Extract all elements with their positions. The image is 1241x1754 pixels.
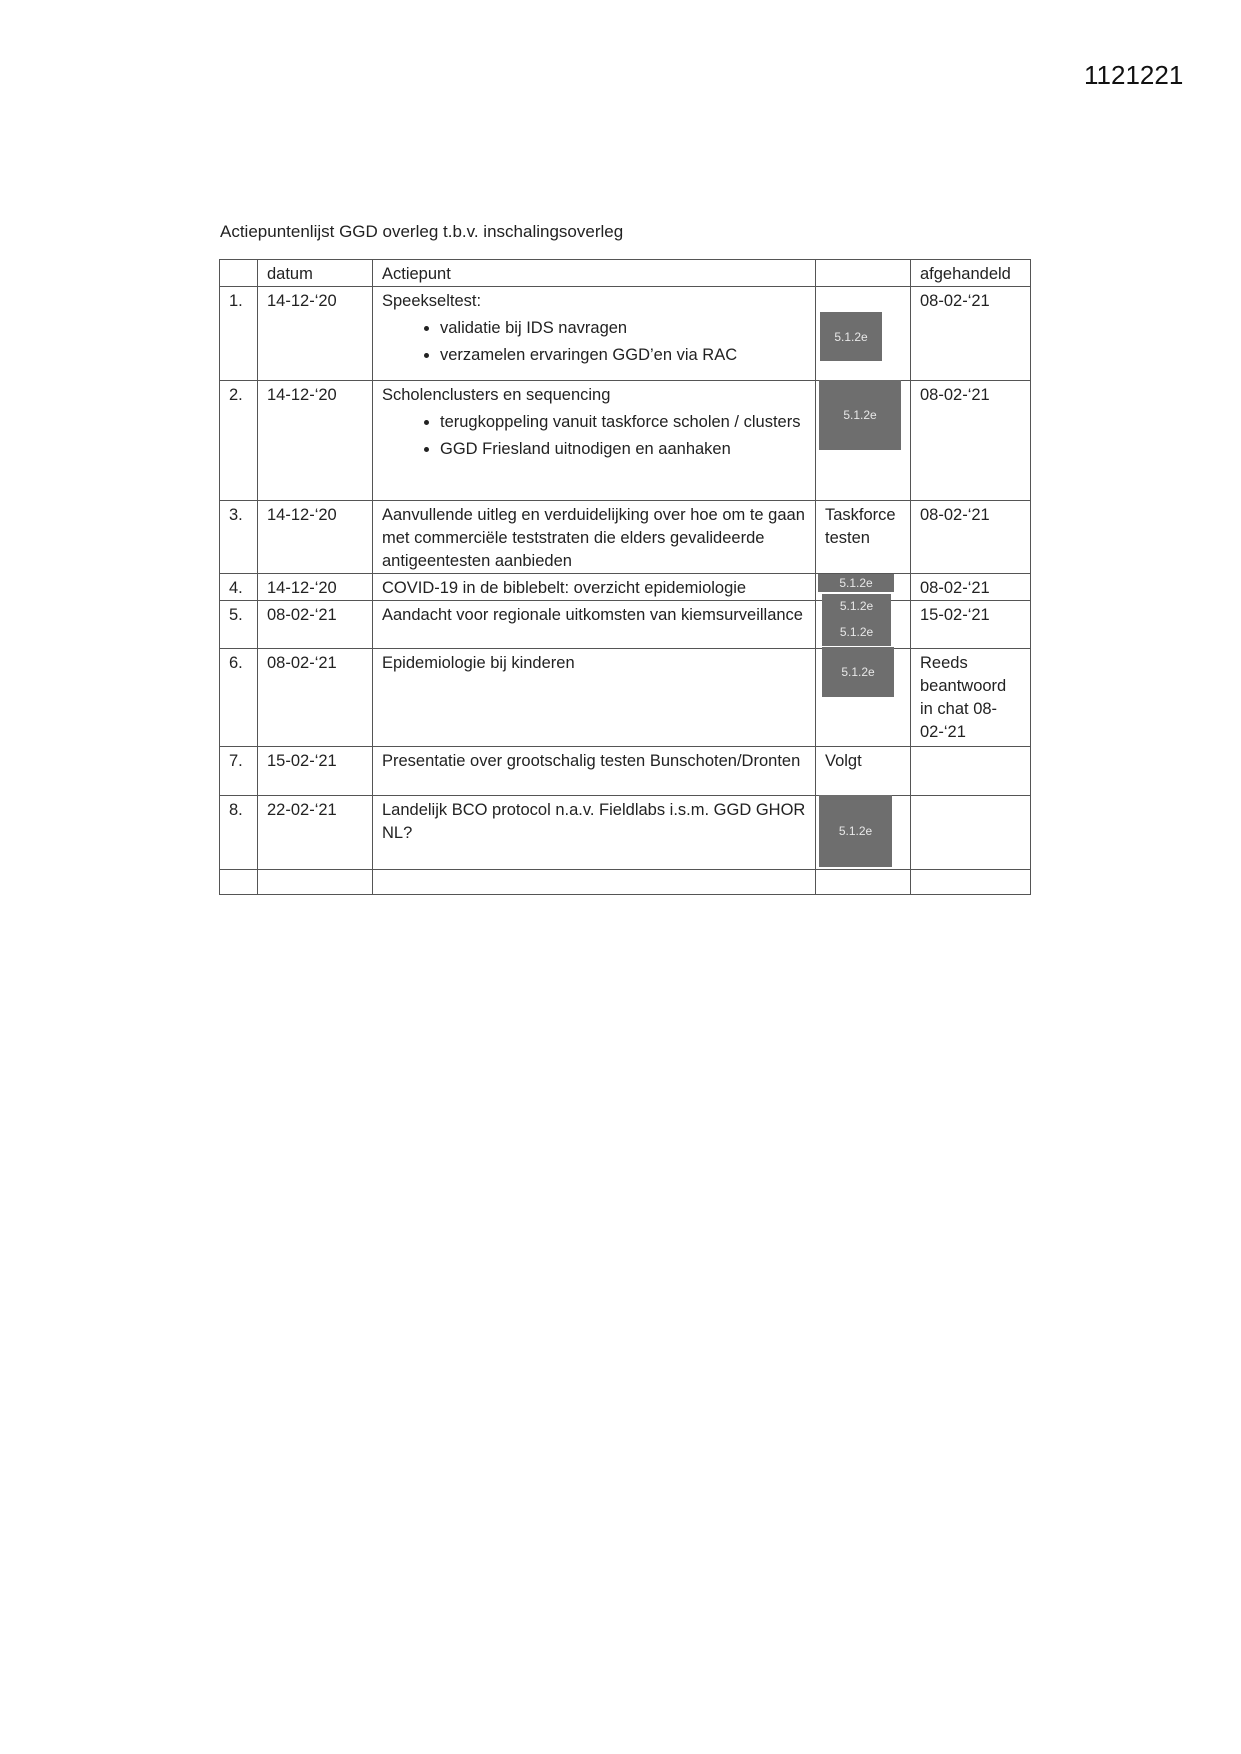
redaction-box: 5.1.2e bbox=[818, 574, 894, 592]
document-number: 1121221 bbox=[1084, 60, 1184, 90]
row-done: 08-02-‘21 bbox=[911, 287, 1031, 381]
header-wie bbox=[816, 260, 911, 287]
redaction-box: 5.1.2e bbox=[822, 618, 891, 646]
table-row bbox=[220, 649, 1031, 747]
table-row bbox=[220, 747, 1031, 796]
header-actiepunt: Actiepunt bbox=[373, 260, 816, 287]
bullet-item: • terugkoppeling vanuit taskforce scholen / clusters bbox=[440, 409, 806, 436]
row-action: COVID-19 in de biblebelt: overzicht epidemiologie bbox=[373, 574, 816, 601]
row-action: Aanvullende uitleg en verduidelijking over hoe om te gaan met commerciële teststraten die elders gevalideerde antigeentesten aanbieden bbox=[373, 501, 816, 574]
document-title: Actiepuntenlijst GGD overleg t.b.v. inschalingsoverleg bbox=[220, 222, 624, 241]
row-action: Presentatie over grootschalig testen Bunschoten/Dronten bbox=[373, 747, 816, 796]
table-row bbox=[220, 796, 1031, 870]
row-done: 08-02-‘21 bbox=[911, 574, 1031, 601]
row-date: 14-12-‘20 bbox=[258, 501, 373, 574]
row-action: Epidemiologie bij kinderen bbox=[373, 649, 816, 747]
row-date: 15-02-‘21 bbox=[258, 747, 373, 796]
table-row bbox=[220, 381, 1031, 501]
row-action: Aandacht voor regionale uitkomsten van kiemsurveillance bbox=[373, 601, 816, 649]
row-done: Reeds beantwoord in chat 08-02-‘21 bbox=[911, 649, 1031, 747]
row-number: 1. bbox=[220, 287, 258, 381]
table-row bbox=[220, 287, 1031, 381]
redaction-box: 5.1.2e bbox=[822, 647, 894, 697]
table-row bbox=[220, 601, 1031, 649]
table-row bbox=[220, 574, 1031, 601]
row-action: Landelijk BCO protocol n.a.v. Fieldlabs i.s.m. GGD GHOR NL? bbox=[373, 796, 816, 870]
row-done bbox=[911, 796, 1031, 870]
header-datum: datum bbox=[258, 260, 373, 287]
row-number: 4. bbox=[220, 574, 258, 601]
row-owner: Taskforce testen bbox=[816, 501, 911, 574]
table-row-empty bbox=[220, 870, 1031, 895]
row-done bbox=[911, 747, 1031, 796]
row-owner: Volgt bbox=[816, 747, 911, 796]
row-action bbox=[373, 287, 816, 381]
table-header-row bbox=[220, 260, 1031, 287]
row-date: 14-12-‘20 bbox=[258, 574, 373, 601]
header-nr bbox=[220, 260, 258, 287]
action-text: Speekseltest: bbox=[382, 292, 482, 310]
row-date: 22-02-‘21 bbox=[258, 796, 373, 870]
redaction-box: 5.1.2e bbox=[822, 594, 891, 618]
row-date: 14-12-‘20 bbox=[258, 381, 373, 501]
row-date: 14-12-‘20 bbox=[258, 287, 373, 381]
table-row bbox=[220, 501, 1031, 574]
row-number: 6. bbox=[220, 649, 258, 747]
header-afgehandeld: afgehandeld bbox=[911, 260, 1031, 287]
redaction-box: 5.1.2e bbox=[819, 380, 901, 450]
action-text: Scholenclusters en sequencing bbox=[382, 386, 611, 404]
bullet-item: • verzamelen ervaringen GGD’en via RAC bbox=[440, 342, 806, 369]
row-done: 08-02-‘21 bbox=[911, 381, 1031, 501]
row-number: 7. bbox=[220, 747, 258, 796]
row-done: 08-02-‘21 bbox=[911, 501, 1031, 574]
row-number: 8. bbox=[220, 796, 258, 870]
row-number: 2. bbox=[220, 381, 258, 501]
row-date: 08-02-‘21 bbox=[258, 601, 373, 649]
row-number: 5. bbox=[220, 601, 258, 649]
bullet-item: • GGD Friesland uitnodigen en aanhaken bbox=[440, 436, 806, 463]
row-action bbox=[373, 381, 816, 501]
action-items-table bbox=[219, 259, 1031, 895]
row-number: 3. bbox=[220, 501, 258, 574]
redaction-box: 5.1.2e bbox=[820, 312, 882, 361]
bullet-item: • validatie bij IDS navragen bbox=[440, 315, 806, 342]
row-done: 15-02-‘21 bbox=[911, 601, 1031, 649]
redaction-box: 5.1.2e bbox=[819, 795, 892, 867]
row-date: 08-02-‘21 bbox=[258, 649, 373, 747]
